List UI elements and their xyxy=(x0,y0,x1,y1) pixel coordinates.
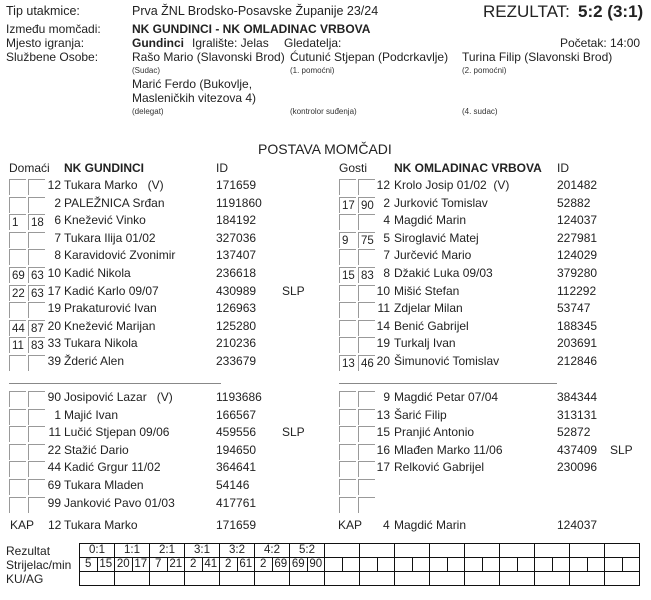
kickoff-time: Početak: 14:00 xyxy=(560,36,641,50)
venue-value: Gundinci xyxy=(132,36,184,50)
player-note: SLP xyxy=(282,425,305,440)
player-row xyxy=(0,177,651,194)
minute-in-box: 22 xyxy=(9,285,26,301)
minute-in-box: 15 xyxy=(339,267,356,283)
home-id-header: ID xyxy=(216,161,228,175)
home-captain-number: 12 xyxy=(48,518,62,532)
scorer-minute-cell: 2 xyxy=(255,558,273,572)
player-note: SLP xyxy=(610,442,633,457)
minute-in-box: 9 xyxy=(339,232,356,248)
scorer-minute-cell xyxy=(377,558,395,572)
player-number: 90 xyxy=(47,390,61,404)
scorer-minute-cell: 61 xyxy=(237,558,255,572)
player-name: Šarić Filip xyxy=(394,407,447,422)
minute-out-box: 83 xyxy=(28,337,45,353)
player-id: 327036 xyxy=(216,230,257,245)
score-row-label-scorer: Strijelac/min xyxy=(6,558,72,572)
player-number: 10 xyxy=(47,266,61,280)
player-id: 1193686 xyxy=(216,390,262,404)
scorer-minute-cell: 17 xyxy=(132,558,150,572)
scorer-minute-cell: 15 xyxy=(97,558,115,572)
score-result-cell: 3:1 xyxy=(185,544,220,558)
minute-in-box xyxy=(339,409,356,425)
player-row xyxy=(0,424,651,441)
player-row xyxy=(0,389,651,406)
player-name: Kadić Grgur 11/02 xyxy=(64,460,161,475)
player-name: Knežević Marijan xyxy=(64,318,156,333)
kuag-cell xyxy=(465,572,500,586)
score-result-cell xyxy=(465,544,500,558)
officials-label: Službene Osobe: xyxy=(6,50,99,64)
kuag-cell xyxy=(325,572,360,586)
assistant2-role: (2. pomoćni) xyxy=(462,66,507,75)
home-captain-id: 171659 xyxy=(216,518,257,532)
scorer-minute-cell xyxy=(570,558,588,572)
score-result-cell: 5:2 xyxy=(290,544,325,558)
minute-in-box xyxy=(339,479,356,495)
player-id: 430989 xyxy=(216,283,257,298)
player-id: 194650 xyxy=(216,442,257,457)
player-name: Šimunović Tomislav xyxy=(394,354,500,368)
scorer-minute-cell: 41 xyxy=(202,558,220,572)
away-id-header: ID xyxy=(557,161,569,175)
player-name: Tukara Ilija 01/02 xyxy=(64,230,156,245)
score-result-row xyxy=(80,544,640,558)
player-number: 6 xyxy=(54,213,61,228)
player-number: 10 xyxy=(376,283,390,298)
player-row xyxy=(0,195,651,212)
scorer-minute-cell: 7 xyxy=(150,558,168,572)
spectators: Gledatelja: xyxy=(284,36,342,50)
player-row xyxy=(0,407,651,424)
player-number: 12 xyxy=(47,178,61,192)
score-result-cell: 1:1 xyxy=(115,544,150,558)
minute-in-box: 1 xyxy=(9,214,26,230)
player-number: 5 xyxy=(383,230,390,245)
kuag-cell xyxy=(150,572,185,586)
scorer-minute-cell: 5 xyxy=(80,558,98,572)
scorer-minute-cell xyxy=(325,558,343,572)
score-table xyxy=(79,543,640,586)
away-captain-id: 124037 xyxy=(557,518,598,532)
minute-out-box: 83 xyxy=(358,267,375,283)
kuag-cell xyxy=(290,572,325,586)
player-id: 212846 xyxy=(557,354,598,368)
player-row xyxy=(0,442,651,459)
player-row xyxy=(0,283,651,300)
player-name: Lučić Stjepan 09/06 xyxy=(64,425,170,440)
kuag-cell xyxy=(185,572,220,586)
player-id: 112292 xyxy=(557,283,597,298)
player-name: Žderić Alen xyxy=(64,354,125,368)
player-id: 459556 xyxy=(216,425,257,440)
player-id: 227981 xyxy=(557,230,598,245)
player-id: 184192 xyxy=(216,213,257,228)
scorer-minute-cell: 90 xyxy=(307,558,325,572)
section-title: POSTAVA MOMČADI xyxy=(258,141,392,157)
player-number: 17 xyxy=(47,283,61,298)
minute-out-box: 75 xyxy=(358,232,375,248)
minute-in-box xyxy=(339,214,356,230)
minute-out-box: 63 xyxy=(28,267,45,283)
player-number: 20 xyxy=(47,318,61,333)
minute-out-box xyxy=(358,497,375,513)
scorer-minute-cell: 69 xyxy=(290,558,308,572)
player-name: Siroglavić Matej xyxy=(394,230,479,245)
away-captain-number: 4 xyxy=(383,518,390,532)
teams-label: Između momčadi: xyxy=(6,22,101,36)
scorer-minute-cell: 69 xyxy=(272,558,290,572)
player-number: 8 xyxy=(54,248,61,263)
player-id: 54146 xyxy=(216,478,250,492)
assistant1-name: Ćutunić Stjepan (Podcrkavlje) xyxy=(290,50,449,64)
player-id: 379280 xyxy=(557,266,598,280)
scorer-minute-cell: 2 xyxy=(220,558,238,572)
player-id: 1191860 xyxy=(216,195,262,210)
player-name: Benić Gabrijel xyxy=(394,318,469,333)
scorer-minute-cell: 2 xyxy=(185,558,203,572)
score-row-label-kuag: KU/AG xyxy=(6,572,44,586)
player-row xyxy=(0,335,651,352)
player-id: 166567 xyxy=(216,407,257,422)
home-captain-label: KAP xyxy=(10,518,35,532)
player-name: Kadić Nikola xyxy=(64,266,131,280)
player-number: 14 xyxy=(376,318,390,333)
minute-in-box: 17 xyxy=(339,197,356,213)
minute-out-box xyxy=(358,479,375,495)
player-name: Magdić Marin xyxy=(394,213,467,228)
player-id: 126963 xyxy=(216,301,257,316)
player-number: 22 xyxy=(47,442,61,457)
minute-in-box xyxy=(339,302,356,318)
kuag-cell xyxy=(570,572,605,586)
player-number: 44 xyxy=(47,460,61,475)
fourth-official-role: (4. sudac) xyxy=(462,107,498,116)
player-name: Knežević Vinko xyxy=(64,213,146,228)
venue-label: Mjesto igranja: xyxy=(6,36,85,50)
scorer-minute-cell xyxy=(412,558,430,572)
player-row xyxy=(0,247,651,264)
minute-in-box: 44 xyxy=(9,320,26,336)
player-name: Turkalj Ivan xyxy=(394,336,456,351)
scorer-minute-cell xyxy=(342,558,360,572)
score-result-cell: 0:1 xyxy=(80,544,115,558)
player-number: 2 xyxy=(54,195,61,210)
player-number: 7 xyxy=(383,248,390,263)
minute-in-box xyxy=(339,285,356,301)
score-row-label-result: Rezultat xyxy=(6,544,51,558)
player-row xyxy=(0,265,651,282)
score-result-cell: 4:2 xyxy=(255,544,290,558)
score-kuag-row xyxy=(80,572,640,586)
player-number: 20 xyxy=(376,354,390,368)
player-id: 210236 xyxy=(216,336,257,351)
player-number: 1 xyxy=(54,407,61,422)
player-number: 15 xyxy=(376,425,390,440)
player-number: 13 xyxy=(376,407,390,422)
minute-in-box xyxy=(339,320,356,336)
player-row xyxy=(0,212,651,229)
result-label: REZULTAT: xyxy=(483,2,570,21)
home-divider xyxy=(9,383,221,384)
player-name: Tukara Nikola xyxy=(64,336,138,351)
player-id: 313131 xyxy=(557,407,598,422)
competition-name: Prva ŽNL Brodsko-Posavske Županije 23/24 xyxy=(132,4,379,18)
player-id: 171659 xyxy=(216,178,257,192)
scorer-minute-cell xyxy=(360,558,378,572)
scorer-minute-cell xyxy=(482,558,500,572)
player-row xyxy=(0,300,651,317)
player-name: Karavidović Zvonimir xyxy=(64,248,176,263)
score-result-cell xyxy=(570,544,605,558)
player-name: Mišić Stefan xyxy=(394,283,460,298)
player-name: PALEŽNICA Srđan xyxy=(64,195,165,210)
referee-name: Rašo Mario (Slavonski Brod) xyxy=(132,50,285,64)
player-id: 52882 xyxy=(557,195,591,210)
player-name: Mlađen Marko 11/06 xyxy=(394,442,503,457)
player-number: 11 xyxy=(377,301,390,316)
scorer-minute-cell xyxy=(500,558,518,572)
referee-role: (Sudac) xyxy=(132,66,161,75)
player-number: 19 xyxy=(376,336,390,351)
home-team-name: NK GUNDINCI xyxy=(64,161,144,175)
minute-in-box: 69 xyxy=(9,267,26,283)
player-name: Zdjelar Milan xyxy=(394,301,463,316)
player-name: Krolo Josip 01/02 (V) xyxy=(394,178,510,192)
scorer-minute-cell: 20 xyxy=(115,558,133,572)
scorer-minute-cell xyxy=(622,558,640,572)
player-number: 4 xyxy=(383,213,390,228)
scorer-minute-cell xyxy=(395,558,413,572)
player-row xyxy=(0,459,651,476)
player-name: Džakić Luka 09/03 xyxy=(394,266,493,280)
player-number: 12 xyxy=(376,178,390,192)
player-name: Tukara Mladen xyxy=(64,478,144,492)
player-id: 53747 xyxy=(557,301,591,316)
kuag-cell xyxy=(255,572,290,586)
minute-in-box: 13 xyxy=(339,355,356,371)
player-name: Stažić Dario xyxy=(64,442,129,457)
result-value: 5:2 (3:1) xyxy=(578,2,644,21)
scorer-minute-cell xyxy=(517,558,535,572)
assistant1-role: (1. pomoćni) xyxy=(290,66,335,75)
minute-out-box: 63 xyxy=(28,285,45,301)
player-row xyxy=(0,318,651,335)
player-number: 8 xyxy=(383,266,390,280)
player-name: Jurčević Mario xyxy=(394,248,472,263)
home-captain-name: Tukara Marko xyxy=(64,518,138,532)
player-number: 16 xyxy=(376,442,390,457)
player-number: 69 xyxy=(47,478,61,492)
player-id: 236618 xyxy=(216,266,257,280)
away-team-name: NK OMLADINAC VRBOVA xyxy=(394,161,542,175)
minute-out-box: 18 xyxy=(28,214,45,230)
player-number: 33 xyxy=(47,336,61,351)
kuag-cell xyxy=(605,572,640,586)
teams-value: NK GUNDINCI - NK OMLADINAC VRBOVA xyxy=(132,22,371,36)
minute-in-box xyxy=(339,461,356,477)
minute-in-box xyxy=(339,337,356,353)
minute-in-box xyxy=(339,426,356,442)
home-side-label: Domaći xyxy=(9,161,50,175)
kuag-cell xyxy=(430,572,465,586)
player-id: 203691 xyxy=(557,336,598,351)
player-name: Magdić Petar 07/04 xyxy=(394,390,499,404)
referee-assessor-role: (kontrolor suđenja) xyxy=(290,107,357,116)
delegate-name-line1: Marić Ferdo (Bukovlje, xyxy=(132,77,253,91)
kuag-cell xyxy=(360,572,395,586)
pitch: Igralište: Jelas xyxy=(192,36,269,50)
player-id: 52872 xyxy=(557,425,591,440)
score-scorer-row xyxy=(80,558,640,572)
delegate-role: (delegat) xyxy=(132,107,164,116)
player-id: 124037 xyxy=(557,213,598,228)
player-name: Josipović Lazar (V) xyxy=(64,390,173,404)
delegate-name-line2: Masleničkih vitezova 4) xyxy=(132,91,257,105)
score-result-cell: 3:2 xyxy=(220,544,255,558)
score-result-cell xyxy=(500,544,535,558)
player-row xyxy=(0,230,651,247)
player-name: Kadić Karlo 09/07 xyxy=(64,283,159,298)
kuag-cell xyxy=(535,572,570,586)
assistant2-name: Turina Filip (Slavonski Brod) xyxy=(462,50,613,64)
player-number: 9 xyxy=(383,390,390,404)
player-id: 124029 xyxy=(557,248,598,263)
score-result-cell xyxy=(605,544,640,558)
minute-in-box xyxy=(339,497,356,513)
player-name: Pranjić Antonio xyxy=(394,425,475,440)
score-result-cell: 2:1 xyxy=(150,544,185,558)
minute-in-box xyxy=(339,391,356,407)
minute-in-box: 11 xyxy=(9,337,26,353)
away-divider xyxy=(339,383,557,384)
player-note: SLP xyxy=(282,283,305,298)
player-number: 19 xyxy=(47,301,61,316)
player-id: 417761 xyxy=(216,495,257,510)
player-name: Relković Gabrijel xyxy=(394,460,485,475)
minute-out-box: 90 xyxy=(358,197,375,213)
away-captain-name: Magdić Marin xyxy=(394,518,467,532)
score-result-cell xyxy=(325,544,360,558)
player-number: 2 xyxy=(383,195,390,210)
player-number: 17 xyxy=(376,460,390,475)
player-id: 233679 xyxy=(216,354,257,368)
player-number: 39 xyxy=(47,354,61,368)
player-id: 201482 xyxy=(557,178,598,192)
minute-in-box xyxy=(339,444,356,460)
scorer-minute-cell xyxy=(552,558,570,572)
kuag-cell xyxy=(395,572,430,586)
player-number: 11 xyxy=(48,425,61,440)
scorer-minute-cell xyxy=(587,558,605,572)
player-name: Majić Ivan xyxy=(64,407,119,422)
player-id: 437409 xyxy=(557,442,598,457)
minute-in-box xyxy=(339,249,356,265)
tip-label: Tip utakmice: xyxy=(6,4,80,18)
player-row xyxy=(0,495,651,512)
player-id: 188345 xyxy=(557,318,598,333)
scorer-minute-cell xyxy=(605,558,623,572)
player-id: 230096 xyxy=(557,460,598,475)
kuag-cell xyxy=(500,572,535,586)
scorer-minute-cell xyxy=(447,558,465,572)
kuag-cell xyxy=(115,572,150,586)
scorer-minute-cell xyxy=(465,558,483,572)
score-result-cell xyxy=(360,544,395,558)
player-name: Tukara Marko (V) xyxy=(64,178,164,192)
scorer-minute-cell xyxy=(430,558,448,572)
minute-in-box xyxy=(339,179,356,195)
minute-out-box: 46 xyxy=(358,355,375,371)
player-id: 384344 xyxy=(557,390,598,404)
player-name: Janković Pavo 01/03 xyxy=(64,495,175,510)
scorer-minute-cell: 21 xyxy=(167,558,185,572)
score-result-cell xyxy=(430,544,465,558)
score-result-cell xyxy=(535,544,570,558)
player-row xyxy=(0,353,651,370)
player-row xyxy=(0,477,651,494)
kuag-cell xyxy=(80,572,115,586)
kuag-cell xyxy=(220,572,255,586)
player-number: 7 xyxy=(54,230,61,245)
player-id: 364641 xyxy=(216,460,257,475)
player-number: 99 xyxy=(47,495,61,510)
away-captain-label: KAP xyxy=(338,518,363,532)
player-id: 125280 xyxy=(216,318,257,333)
minute-out-box: 87 xyxy=(28,320,45,336)
player-name: Jurković Tomislav xyxy=(394,195,488,210)
score-result-cell xyxy=(395,544,430,558)
away-side-label: Gosti xyxy=(339,161,368,175)
player-id: 137407 xyxy=(216,248,257,263)
scorer-minute-cell xyxy=(535,558,553,572)
player-name: Prakaturović Ivan xyxy=(64,301,157,316)
